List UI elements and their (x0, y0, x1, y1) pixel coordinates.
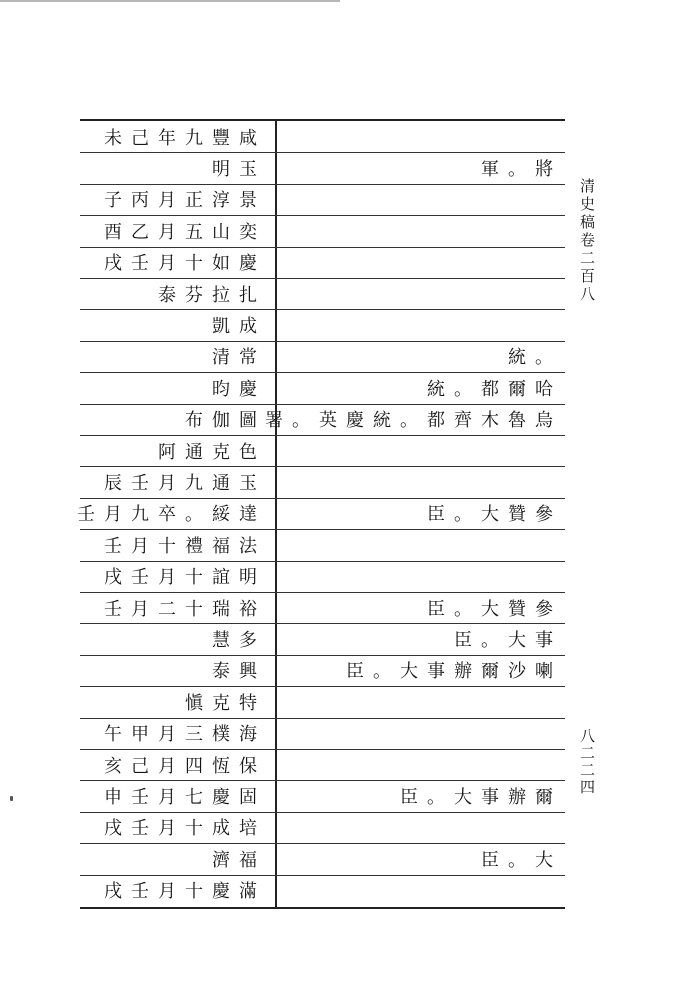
post-cell (277, 655, 565, 686)
name-date-cell (80, 749, 273, 780)
name-date-text: 泰芬拉扎 (158, 284, 266, 306)
name-date-text: 戌壬月十如慶 (104, 253, 266, 275)
name-date-cell (80, 309, 273, 340)
name-date-cell (80, 561, 273, 592)
table-row (80, 686, 565, 718)
name-date-cell (80, 655, 273, 686)
post-cell (277, 718, 565, 749)
name-date-cell (80, 341, 273, 372)
name-date-cell (80, 812, 273, 843)
table-row (80, 372, 565, 404)
name-date-cell (80, 152, 273, 183)
table-row (80, 749, 565, 781)
name-date-text: 未己年九豐咸 (104, 127, 266, 149)
table-row (80, 435, 565, 467)
post-cell (277, 561, 565, 592)
post-cell (277, 686, 565, 717)
name-date-cell (80, 875, 273, 906)
name-date-cell (80, 718, 273, 749)
name-date-text: 亥己月四恆保 (104, 755, 266, 777)
post-text: 臣。大事辦爾沙喇 (346, 661, 562, 683)
post-cell (277, 592, 565, 623)
name-date-text: 辰壬月九通玉 (104, 473, 266, 495)
name-date-cell (80, 780, 273, 811)
post-cell (277, 247, 565, 278)
table-row (80, 341, 565, 373)
post-cell (277, 812, 565, 843)
post-text: 臣。大贊參 (427, 598, 562, 620)
name-date-text: 戌壬月十成培 (104, 818, 266, 840)
name-date-text: 戌壬月十誼明 (104, 567, 266, 589)
scan-edge-line (0, 0, 340, 2)
post-text: 臣。大事 (454, 630, 562, 652)
name-date-cell (80, 529, 273, 560)
table-row (80, 812, 565, 844)
name-date-cell (80, 623, 273, 654)
table-row (80, 309, 565, 341)
post-cell (277, 372, 565, 403)
name-date-cell (80, 843, 273, 874)
name-date-text: 壬月二十瑞裕 (104, 598, 266, 620)
name-date-text: 慧多 (212, 630, 266, 652)
post-text: 臣。大 (481, 849, 562, 871)
name-date-text: 明玉 (212, 159, 266, 181)
table-row (80, 592, 565, 624)
post-cell (277, 498, 565, 529)
name-date-text: 子丙月正淳景 (104, 190, 266, 212)
post-cell (277, 875, 565, 906)
name-date-cell (80, 404, 273, 435)
name-date-cell (80, 592, 273, 623)
post-cell (277, 749, 565, 780)
table-row (80, 875, 565, 906)
post-cell (277, 121, 565, 152)
post-cell (277, 184, 565, 215)
table-row (80, 529, 565, 561)
post-cell (277, 529, 565, 560)
name-date-text: 清常 (212, 347, 266, 369)
name-date-cell (80, 686, 273, 717)
ink-speck (10, 796, 13, 801)
post-cell (277, 215, 565, 246)
name-date-text: 泰興 (212, 661, 266, 683)
name-date-text: 申壬月七慶固 (104, 787, 266, 809)
name-date-cell (80, 121, 273, 152)
name-date-cell (80, 278, 273, 309)
post-text: 臣。大贊參 (427, 504, 562, 526)
post-cell (277, 278, 565, 309)
name-date-text: 布伽圖 (185, 410, 266, 432)
table-row (80, 247, 565, 279)
official-tenure-table (77, 119, 565, 909)
table-row (80, 404, 565, 436)
table-row (80, 121, 565, 153)
table-row (80, 561, 565, 593)
table-row (80, 215, 565, 247)
book-title: 清史稿卷二百八 (578, 178, 596, 304)
name-date-text: 戌壬月十慶滿 (104, 881, 266, 903)
table-row (80, 152, 565, 184)
table-row (77, 498, 565, 530)
post-text: 臣。大事辦爾 (400, 787, 562, 809)
table-row (80, 655, 565, 687)
table-row (80, 623, 565, 655)
name-date-text: 愼克特 (185, 692, 266, 714)
table-row (80, 718, 565, 750)
post-cell (265, 404, 565, 435)
post-text: 統。都爾哈 (427, 378, 562, 400)
name-date-cell (80, 184, 273, 215)
name-date-text: 午甲月三樸海 (104, 724, 266, 746)
name-date-cell (80, 215, 273, 246)
name-date-text: 壬月十禮福法 (104, 535, 266, 557)
name-date-cell (80, 466, 273, 497)
post-cell (277, 435, 565, 466)
name-date-text: 阿通克色 (158, 441, 266, 463)
post-cell (277, 341, 565, 372)
post-text: 署。英慶統。都齊木魯烏 (265, 410, 562, 432)
name-date-text: 壬月九卒。綏達 (77, 504, 266, 526)
table-row (80, 278, 565, 310)
post-cell (277, 780, 565, 811)
page-number: 八二二四 (578, 728, 596, 796)
post-cell (277, 466, 565, 497)
post-text: 軍。將 (481, 159, 562, 181)
table-row (80, 780, 565, 812)
post-cell (277, 152, 565, 183)
post-text: 統。 (508, 347, 562, 369)
name-date-text: 酉乙月五山奕 (104, 221, 266, 243)
post-cell (277, 309, 565, 340)
post-cell (277, 623, 565, 654)
name-date-cell (80, 372, 273, 403)
table-row (80, 466, 565, 498)
name-date-cell (77, 498, 273, 529)
name-date-text: 昀慶 (212, 378, 266, 400)
name-date-cell (80, 435, 273, 466)
post-cell (277, 843, 565, 874)
table-row (80, 184, 565, 216)
table-row (80, 843, 565, 875)
name-date-text: 凱成 (212, 316, 266, 338)
name-date-cell (80, 247, 273, 278)
name-date-text: 濟福 (212, 849, 266, 871)
